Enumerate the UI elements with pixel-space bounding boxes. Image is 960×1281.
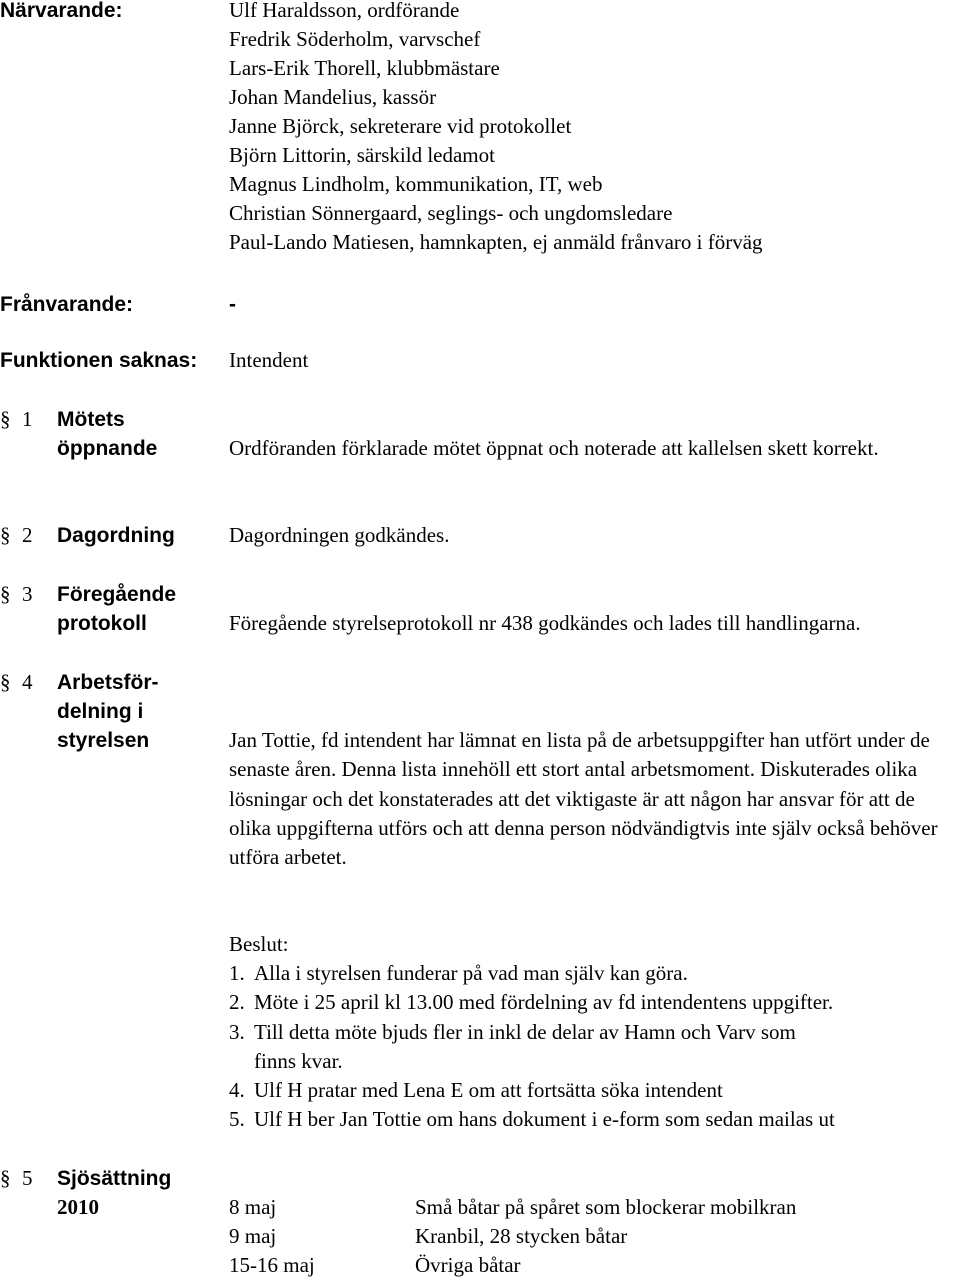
present-member: Björn Littorin, särskild ledamot (229, 143, 495, 167)
section-sign: § (0, 1166, 11, 1190)
section-title: Arbetsför- (57, 671, 159, 694)
section-title: Dagordning (57, 524, 175, 547)
decision-number: 4. (229, 1078, 245, 1102)
section-number: 1 (22, 407, 33, 431)
section-sign: § (0, 670, 11, 694)
present-label: Närvarande: (0, 0, 123, 22)
section-title: Sjösättning (57, 1167, 172, 1190)
schedule-description: Kranbil, 28 stycken båtar (415, 1224, 628, 1248)
present-member: Janne Björck, sekreterare vid protokollet (229, 114, 572, 138)
section-title: 2010 (57, 1195, 99, 1219)
section-text: Föregående styrelseprotokoll nr 438 godkändes och lades till handlingarna. (229, 611, 861, 635)
decision-text: Alla i styrelsen funderar på vad man själv kan göra. (254, 961, 688, 985)
decision-text: Till detta möte bjuds fler in inkl de delar av Hamn och Varv som (254, 1020, 796, 1044)
decision-text: Möte i 25 april kl 13.00 med fördelning av fd intendentens uppgifter. (254, 990, 834, 1014)
decision-continuation: finns kvar. (254, 1049, 343, 1073)
decision-item (229, 988, 833, 1017)
section-title: styrelsen (57, 729, 150, 752)
section-text: Ordföranden förklarade mötet öppnat och noterade att kallelsen skett korrekt. (229, 436, 879, 460)
missing-function-value: Intendent (229, 348, 309, 372)
section-text: Dagordningen godkändes. (229, 523, 450, 547)
section-number: 4 (22, 670, 33, 694)
decision-number: 1. (229, 961, 245, 985)
present-member: Magnus Lindholm, kommunikation, IT, web (229, 172, 603, 196)
section-title: Mötets (57, 408, 125, 431)
decision-item (229, 1018, 796, 1047)
present-member: Johan Mandelius, kassör (229, 85, 437, 109)
schedule-description: Övriga båtar (415, 1253, 521, 1277)
absent-label: Frånvarande: (0, 293, 134, 316)
decision-item (229, 1105, 835, 1134)
section-number: 5 (22, 1166, 33, 1190)
section-title: Föregående (57, 583, 177, 606)
section-sign: § (0, 523, 11, 547)
section-sign: § (0, 582, 11, 606)
decision-number: 5. (229, 1107, 245, 1131)
section-number: 3 (22, 582, 33, 606)
missing-function-label: Funktionen saknas: (0, 349, 198, 372)
section-text: Jan Tottie, fd intendent har lämnat en lista på de arbetsuppgifter han utfört under de senaste åren. Denna lista innehöll ett stort antal arbetsmoment. Diskuterades olika lösningar och det konstaterades att det viktigaste är att någon har ansvar för att de olika uppgifterna utförs och att denna person nödvändigtvis inte själv också behöver utföra arbetet. (229, 728, 938, 870)
decision-number: 2. (229, 990, 245, 1014)
section-title: delning i (57, 700, 144, 723)
decision-number: 3. (229, 1020, 245, 1044)
schedule-date: 9 maj (229, 1224, 277, 1248)
present-member: Christian Sönnergaard, seglings- och ungdomsledare (229, 201, 673, 225)
decision-label: Beslut: (229, 932, 289, 956)
decision-item (229, 959, 688, 988)
section-number: 2 (22, 523, 33, 547)
schedule-description: Små båtar på spåret som blockerar mobilkran (415, 1195, 797, 1219)
present-member: Lars-Erik Thorell, klubbmästare (229, 56, 500, 80)
present-member: Paul-Lando Matiesen, hamnkapten, ej anmäld frånvaro i förväg (229, 230, 763, 254)
section-title: öppnande (57, 437, 158, 460)
section-sign: § (0, 407, 11, 431)
section-title: protokoll (57, 612, 147, 635)
decision-text: Ulf H ber Jan Tottie om hans dokument i e-form som sedan mailas ut (254, 1107, 835, 1131)
decision-text: Ulf H pratar med Lena E om att fortsätta söka intendent (254, 1078, 723, 1102)
absent-value: - (229, 293, 236, 316)
schedule-date: 8 maj (229, 1195, 277, 1219)
present-member: Fredrik Söderholm, varvschef (229, 27, 481, 51)
present-member: Ulf Haraldsson, ordförande (229, 0, 460, 22)
decision-item (229, 1076, 723, 1105)
schedule-date: 15-16 maj (229, 1253, 315, 1277)
